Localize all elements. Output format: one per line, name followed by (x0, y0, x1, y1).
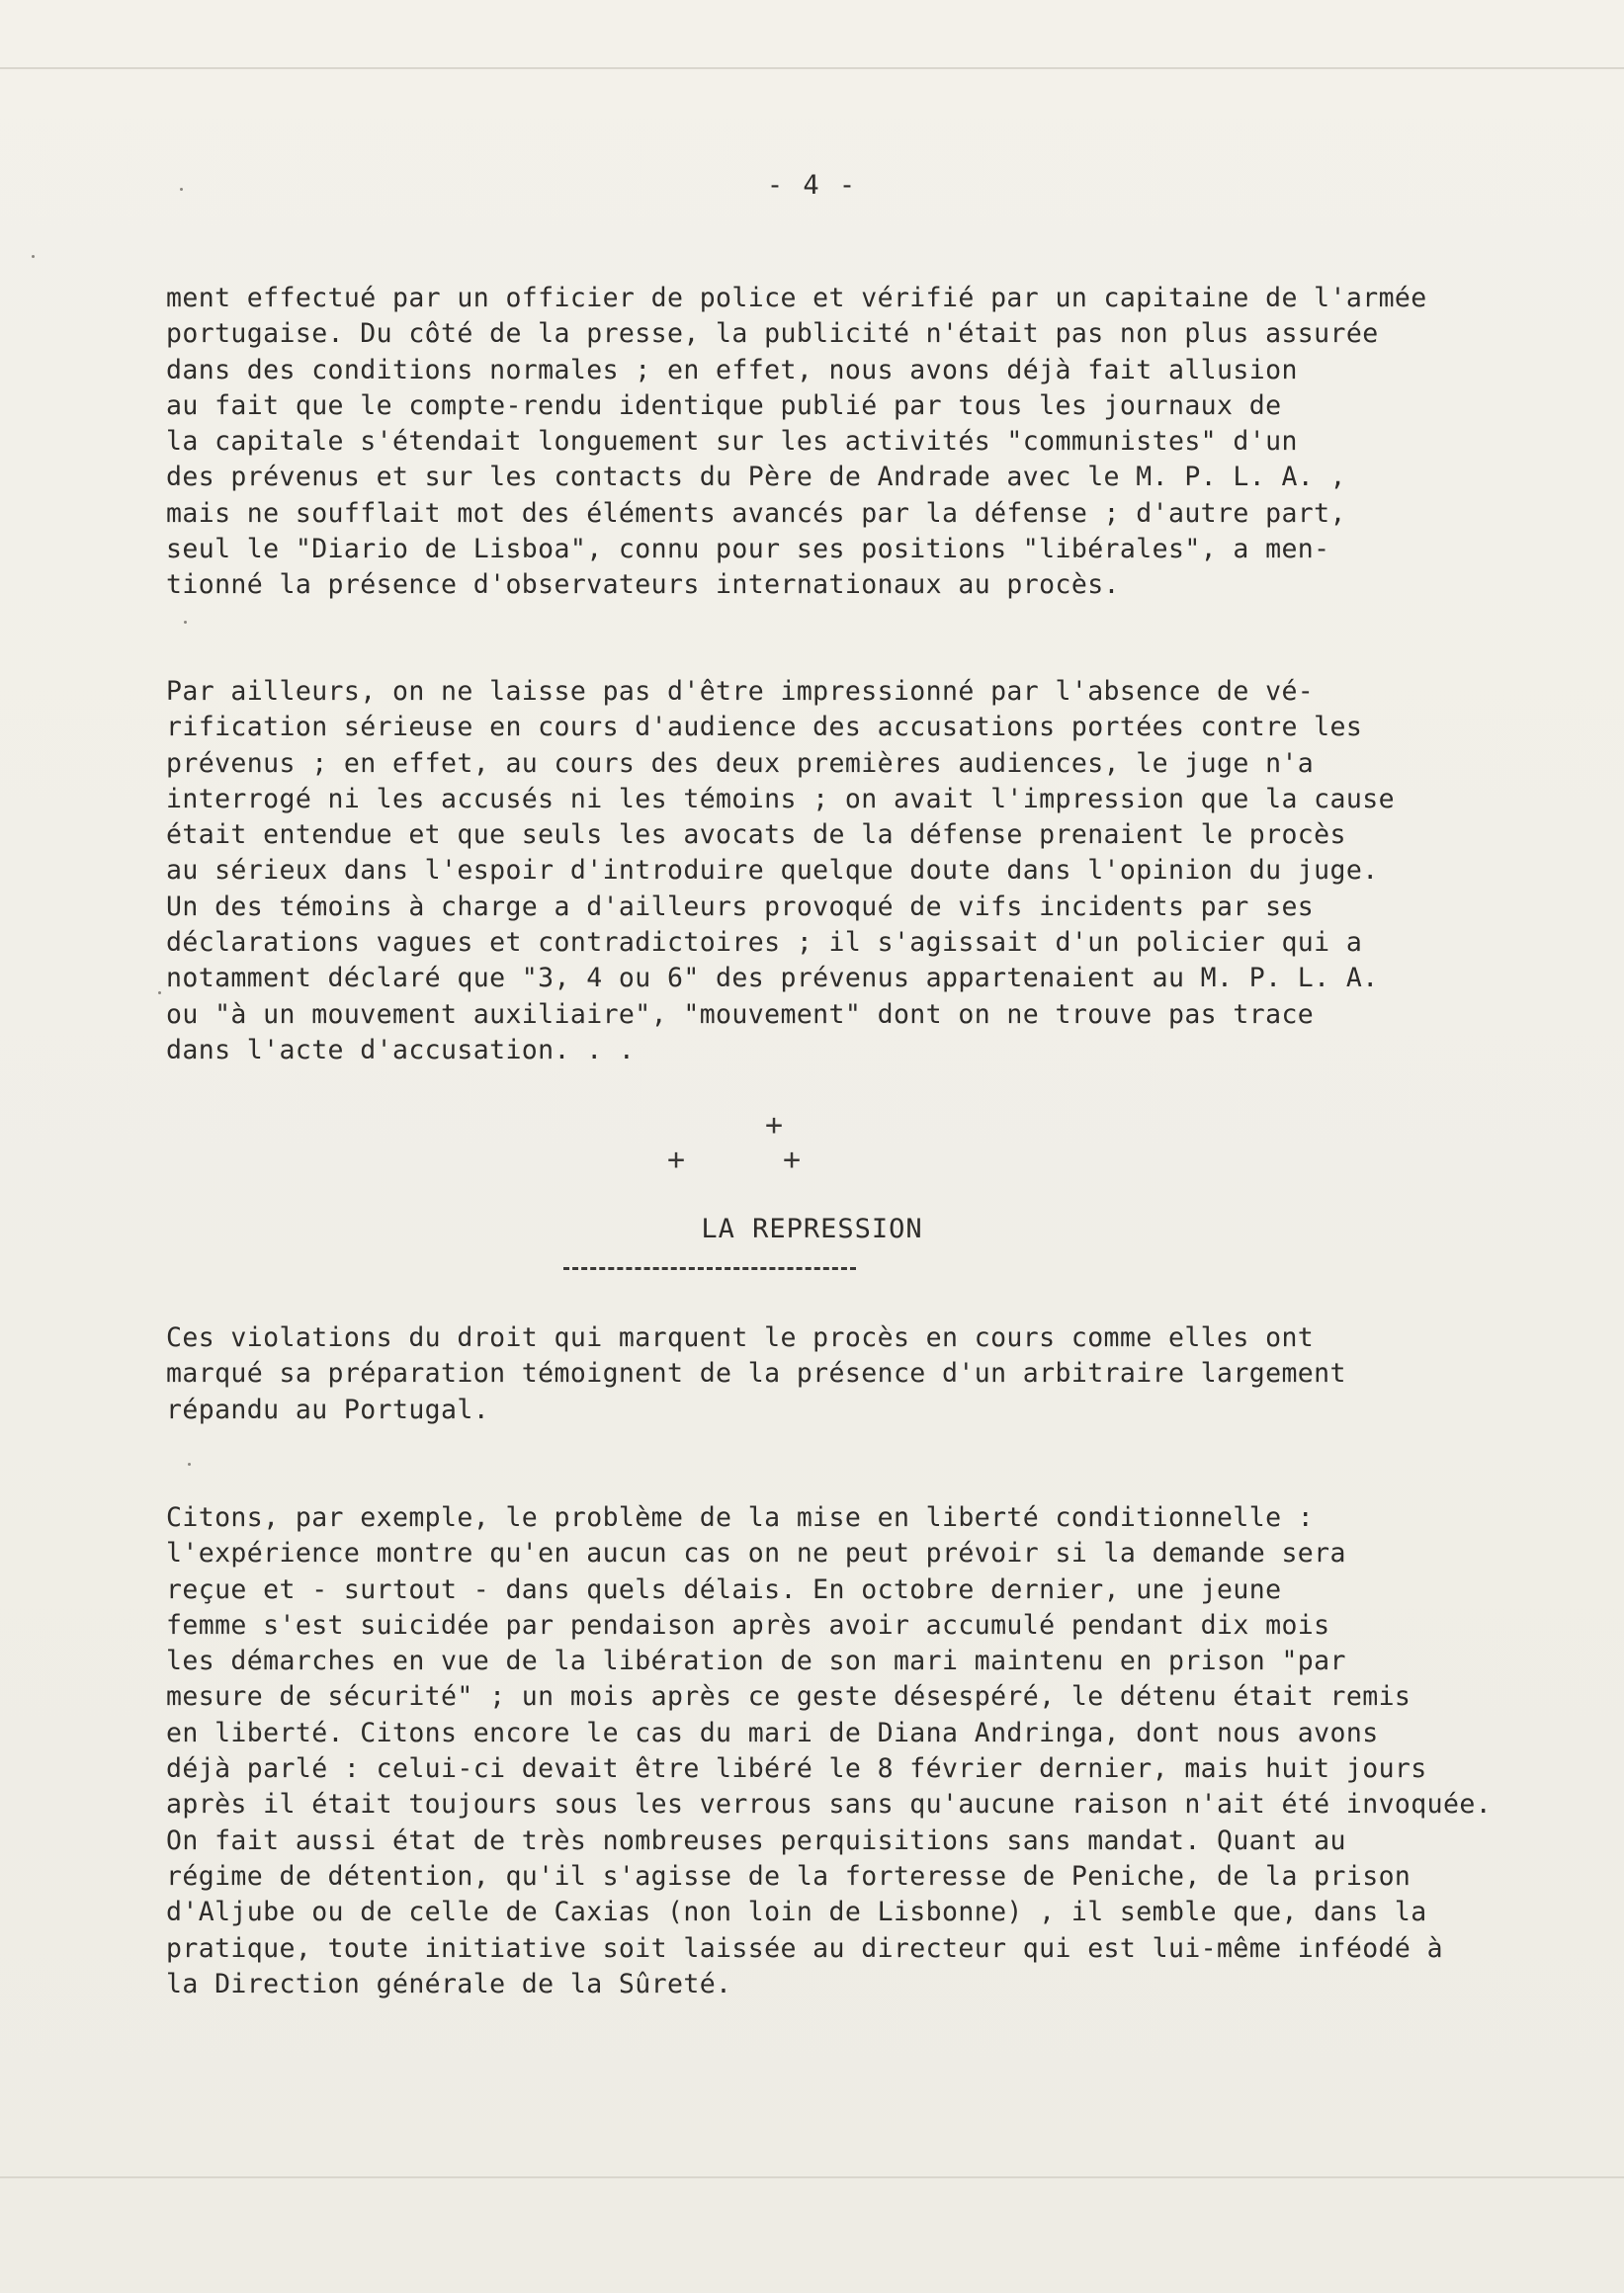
text-line: ment effectué par un officier de police et vérifié par un capitaine de l'armée (166, 283, 1427, 313)
text-line: dans l'acte d'accusation. . . (166, 1034, 636, 1065)
text-line: déjà parlé : celui-ci devait être libéré le 8 février dernier, mais huit jours (166, 1753, 1427, 1785)
page-top-edge (0, 67, 1624, 69)
margin-speck (158, 991, 161, 994)
text-line: déclarations vagues et contradictoires ; il s'agissait d'un policier qui a (166, 927, 1363, 959)
divider-plus-sign: + (783, 1143, 802, 1177)
text-line: Ces violations du droit qui marquent le procès en cours comme elles ont (166, 1322, 1315, 1353)
text-line: régime de détention, qu'il s'agisse de la forteresse de Peniche, de la prison (166, 1860, 1411, 1892)
text-line: Citons, par exemple, le problème de la mise en liberté conditionnelle : (166, 1502, 1315, 1533)
text-line: notamment déclaré que "3, 4 ou 6" des prévenus appartenaient au M. P. L. A. (166, 963, 1379, 994)
paragraph-2 (166, 674, 1491, 1068)
text-line: au fait que le compte-rendu identique publié par tous les journaux de (166, 389, 1282, 421)
text-line: pratique, toute initiative soit laissée au directeur qui est lui-même inféodé à (166, 1932, 1443, 1964)
margin-speck (184, 621, 187, 624)
text-line: mais ne soufflait mot des éléments avancés par la défense ; d'autre part, (166, 497, 1346, 529)
margin-speck (32, 255, 35, 258)
text-line: des prévenus et sur les contacts du Père de Andrade avec le M. P. L. A. , (166, 462, 1346, 493)
text-line: ou "à un mouvement auxiliaire", "mouvement" dont on ne trouve pas trace (166, 998, 1315, 1030)
paragraph-3 (166, 1320, 1491, 1428)
text-line: dans des conditions normales ; en effet, nous avons déjà fait allusion (166, 354, 1298, 385)
paragraph-4 (166, 1500, 1491, 2002)
text-line: après il était toujours sous les verrous sans qu'aucune raison n'ait été invoquée. (166, 1789, 1493, 1821)
text-line: au sérieux dans l'espoir d'introduire quelque doute dans l'opinion du juge. (166, 855, 1379, 887)
margin-speck (188, 1463, 191, 1466)
section-title-underline (563, 1267, 856, 1270)
text-line: répandu au Portugal. (166, 1394, 490, 1425)
text-line: la Direction générale de la Sûreté. (166, 1968, 732, 1999)
text-line: était entendue et que seuls les avocats de la défense prenaient le procès (166, 819, 1346, 851)
text-line: mesure de sécurité" ; un mois après ce geste désespéré, le détenu était remis (166, 1681, 1411, 1713)
page-number: - 4 - (766, 170, 858, 201)
text-line: seul le "Diario de Lisboa", connu pour ses positions "libérales", a men- (166, 534, 1330, 565)
divider-plus-sign: + (667, 1143, 686, 1177)
divider-plus-sign: + (765, 1108, 784, 1143)
text-line: Un des témoins à charge a d'ailleurs provoqué de vifs incidents par ses (166, 891, 1315, 922)
text-line: rification sérieuse en cours d'audience des accusations portées contre les (166, 712, 1363, 743)
text-line: interrogé ni les accusés ni les témoins ; on avait l'impression que la cause (166, 783, 1395, 814)
text-line: tionné la présence d'observateurs internationaux au procès. (166, 569, 1120, 601)
text-line: l'expérience montre qu'en aucun cas on ne peut prévoir si la demande sera (166, 1538, 1346, 1570)
text-line: les démarches en vue de la libération de son mari maintenu en prison "par (166, 1646, 1346, 1677)
text-line: Par ailleurs, on ne laisse pas d'être impressionné par l'absence de vé- (166, 676, 1315, 707)
paragraph-1 (166, 281, 1491, 604)
text-line: la capitale s'étendait longuement sur les activités "communistes" d'un (166, 426, 1298, 458)
text-line: en liberté. Citons encore le cas du mari de Diana Andringa, dont nous avons (166, 1717, 1379, 1748)
page-bottom-edge (0, 2176, 1624, 2178)
section-title: LA REPRESSION (701, 1214, 923, 1244)
text-line: On fait aussi état de très nombreuses perquisitions sans mandat. Quant au (166, 1825, 1346, 1856)
text-line: reçue et - surtout - dans quels délais. En octobre dernier, une jeune (166, 1573, 1282, 1605)
text-line: marqué sa préparation témoignent de la présence d'un arbitraire largement (166, 1358, 1346, 1390)
text-line: d'Aljube ou de celle de Caxias (non loin de Lisbonne) , il semble que, dans la (166, 1897, 1427, 1928)
text-line: portugaise. Du côté de la presse, la publicité n'était pas non plus assurée (166, 318, 1379, 350)
text-line: femme s'est suicidée par pendaison après avoir accumulé pendant dix mois (166, 1609, 1330, 1641)
text-line: prévenus ; en effet, au cours des deux premières audiences, le juge n'a (166, 747, 1315, 779)
